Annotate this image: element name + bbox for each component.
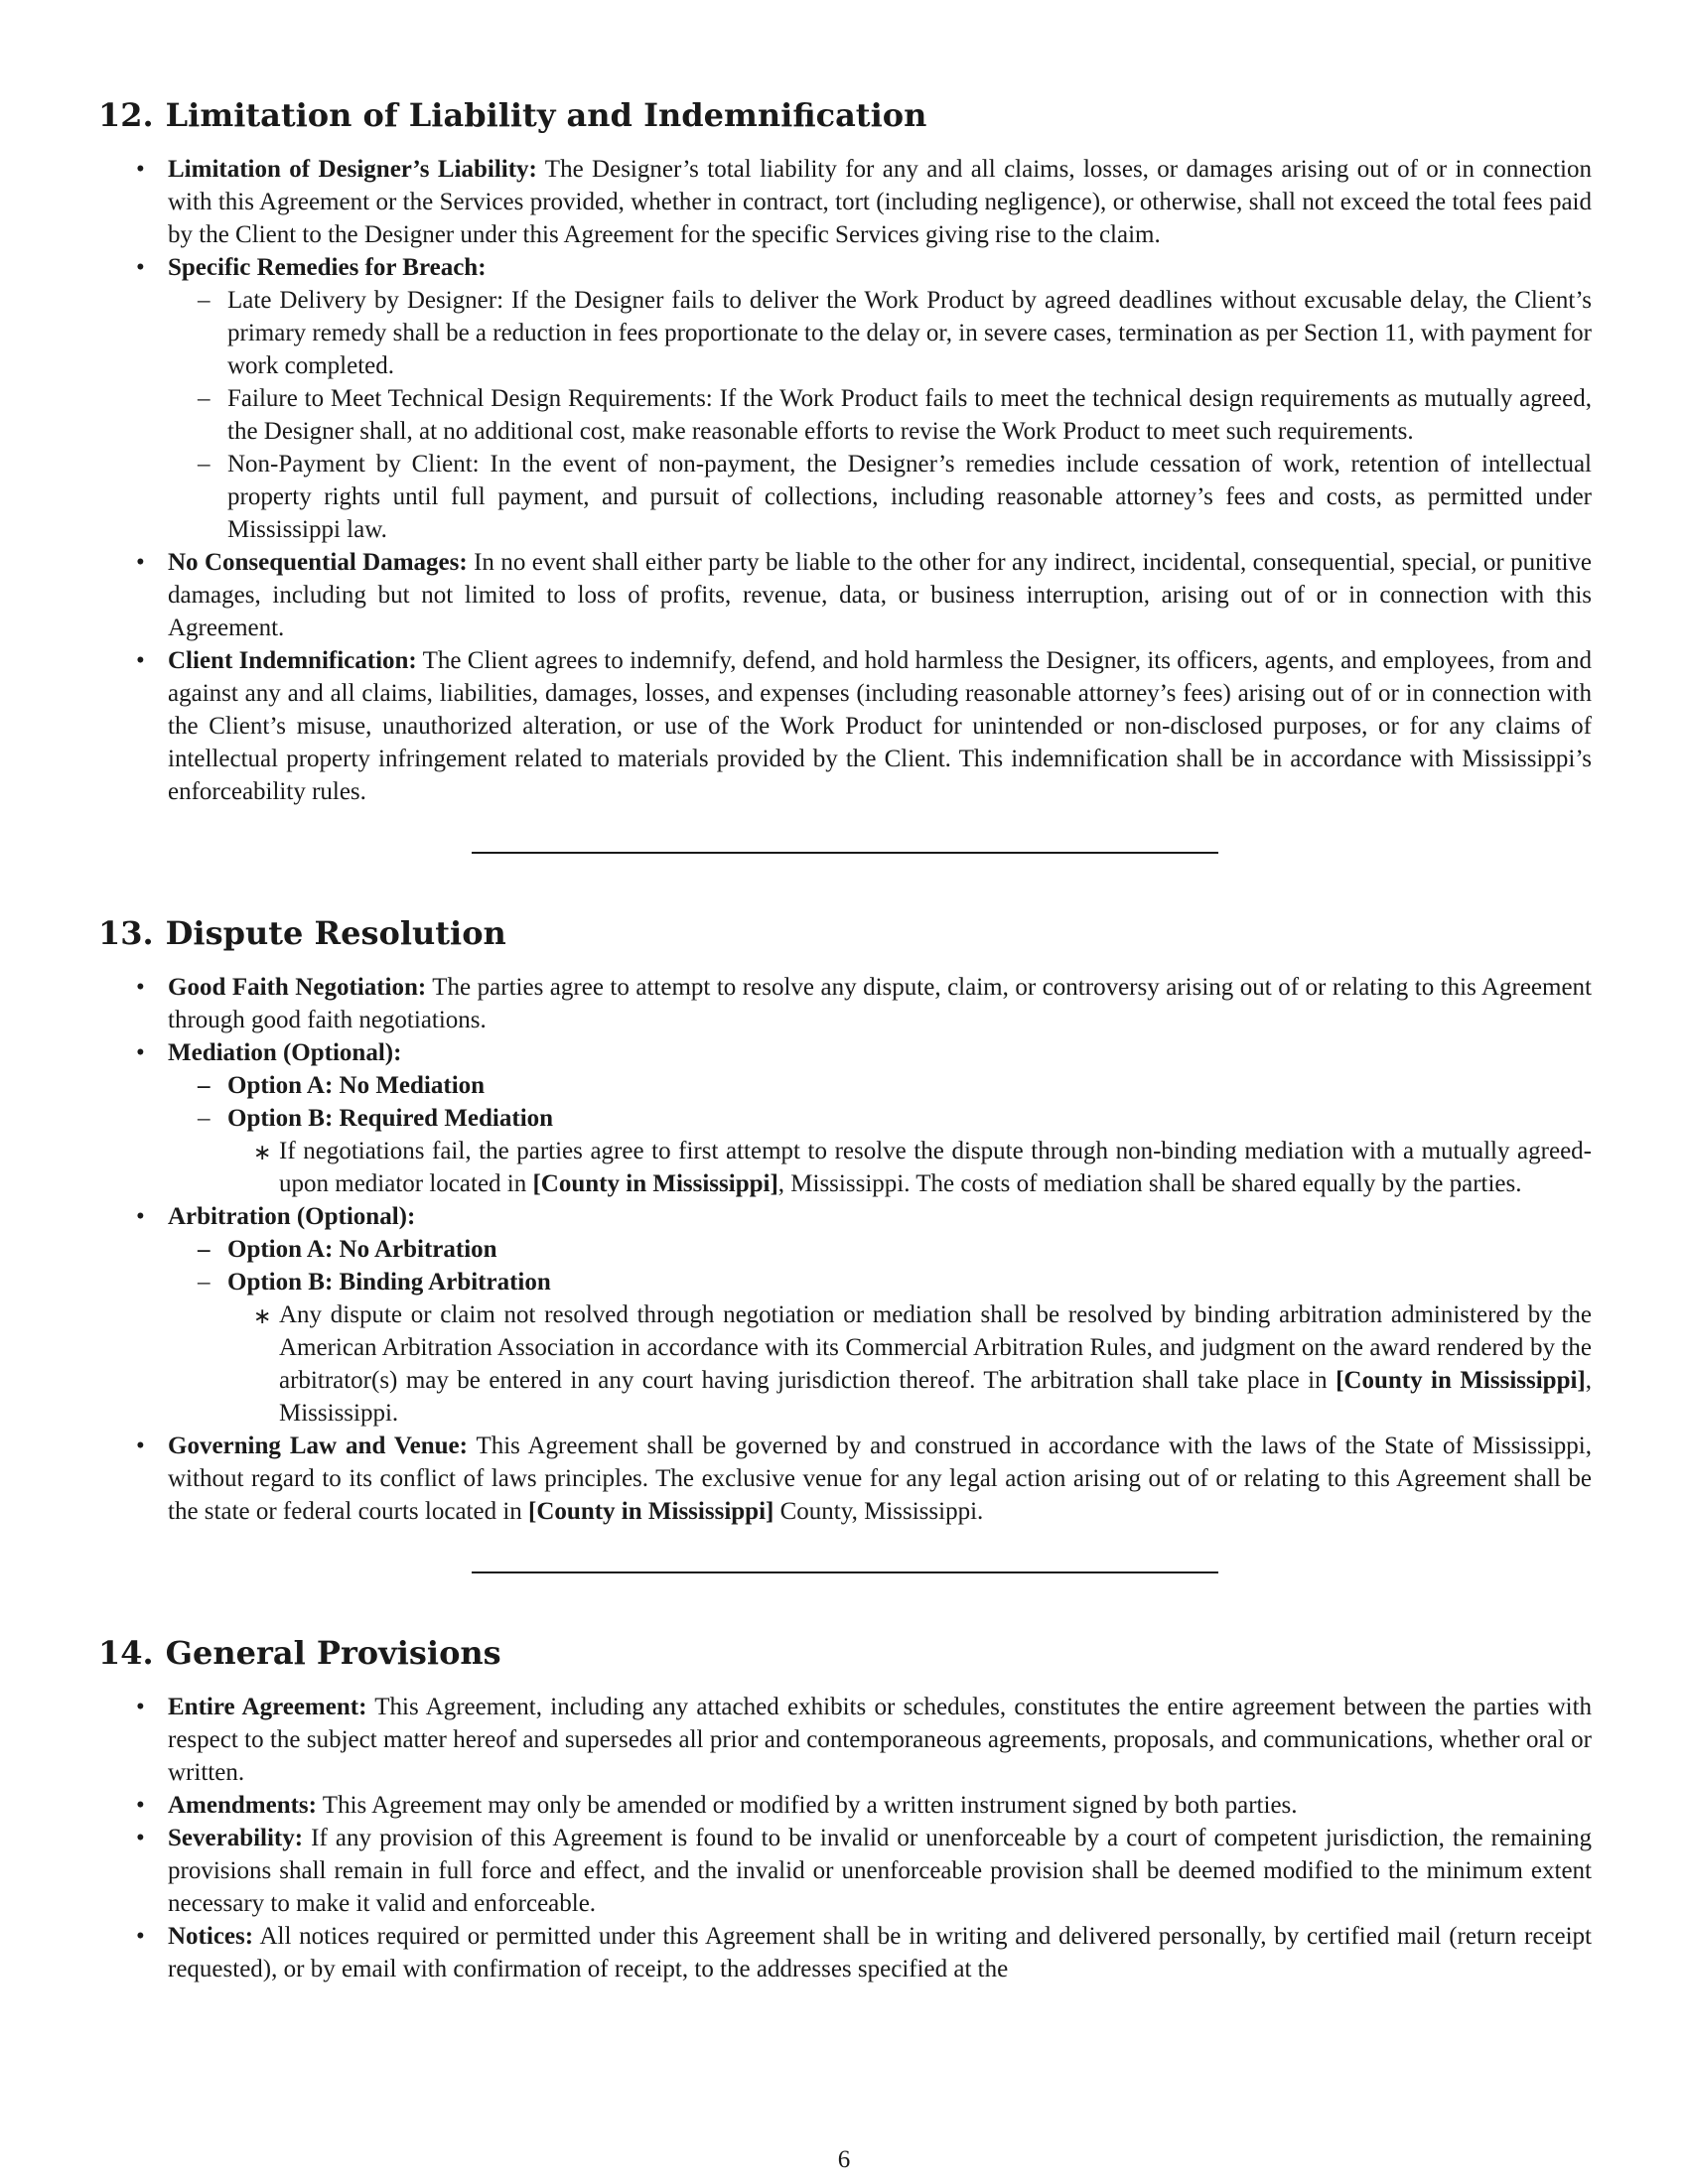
item-label: No Consequential Damages:: [168, 549, 468, 576]
detail-text: If negotiations fail, the parties agree to first attempt to resolve the dispute through non-binding mediation with a mutually agreed-upon mediator located in: [279, 1138, 1592, 1197]
list-item: [98, 1822, 1592, 1920]
item-text: All notices required or permitted under this Agreement shall be in writing and delivered personally, by certified mail (return receipt requested), or by email with confirmation of receipt, to the addresses specified at the: [168, 1923, 1592, 1982]
section-title: Dispute Resolution: [165, 914, 506, 952]
item-text: The Designer’s total liability for any and all claims, losses, or damages arising out of or in connection with this Agreement or the Services provided, whether in contract, tort (including negligence), or otherwise, shall not exceed the total fees paid by the Client to the Designer under this Agreement for the specific Services giving rise to the claim.: [168, 156, 1593, 248]
item-text: The parties agree to attempt to resolve any dispute, claim, or controversy arising out of or relating to this Agreement through good faith negotiations.: [168, 974, 1593, 1033]
section-title: Limitation of Liability and Indemnification: [165, 96, 927, 134]
list-item: [98, 971, 1592, 1036]
sub-list-item: – Non-Payment by Client: In the event of non-payment, the Designer’s remedies include cessation of work, retention of intellectual property rights until full payment, and pursuit of collections, including reasonable attorney’s fees and costs, as permitted under Mississippi law.: [168, 448, 1592, 546]
sub-list: [168, 1233, 1592, 1430]
item-label: Entire Agreement:: [168, 1694, 367, 1720]
option-item: – Option A: No Arbitration: [168, 1233, 1592, 1266]
item-label: Amendments:: [168, 1792, 317, 1819]
option-item: – Option A: No Mediation: [168, 1069, 1592, 1102]
section-14-heading: [98, 1629, 1592, 1677]
detail-text: , Mississippi.: [279, 1367, 1592, 1427]
detail-item: [227, 1298, 1592, 1430]
option-item: [168, 1102, 1592, 1200]
list-item: [98, 153, 1592, 251]
sub-list-item: – Late Delivery by Designer: If the Designer fails to deliver the Work Product by agreed deadlines without excusable delay, the Client’s primary remedy shall be a reduction in fees proportionate to the delay or, in severe cases, termination as per Section 11, with payment for work completed.: [168, 284, 1592, 382]
detail-text: Any dispute or claim not resolved through negotiation or mediation shall be resolved by binding arbitration administered by the American Arbitration Association in accordance with its Commercial Arbitration Rules, and judgment on the award rendered by the arbitrator(s) may be entered in any court having jurisdiction thereof. The arbitration shall take place in: [279, 1301, 1592, 1394]
item-label: Client Indemnification:: [168, 647, 417, 674]
item-text: This Agreement shall be governed by and construed in accordance with the laws of the State of Mississippi, without regard to its conflict of laws principles. The exclusive venue for any legal action arising out of or relating to this Agreement shall be the state or federal courts located in: [168, 1433, 1592, 1525]
section-title: General Provisions: [165, 1634, 501, 1672]
page-number: 6: [837, 2146, 851, 2173]
county-placeholder: [County in Mississippi]: [1336, 1367, 1586, 1394]
sub-list-item: – Failure to Meet Technical Design Requirements: If the Work Product fails to meet the technical design requirements as mutually agreed, the Designer shall, at no additional cost, make reasonable efforts to revise the Work Product to meet such requirements.: [168, 382, 1592, 448]
section-13-list: [98, 971, 1592, 1528]
list-item: [98, 1691, 1592, 1789]
list-item: [98, 1430, 1592, 1528]
list-item: [98, 546, 1592, 644]
page-content: [98, 91, 1592, 1985]
section-number: 12.: [98, 96, 154, 134]
item-label: Mediation (Optional):: [168, 1039, 402, 1066]
sub-sub-list: [227, 1298, 1592, 1430]
item-text: This Agreement, including any attached exhibits or schedules, constitutes the entire agreement between the parties with respect to the subject matter hereof and supersedes all prior and contemporaneous agreements, proposals, and communications, whether oral or written.: [168, 1694, 1593, 1786]
option-label: Option B: Required Mediation: [227, 1105, 554, 1132]
item-text: This Agreement may only be amended or modified by a written instrument signed by both parties.: [317, 1792, 1298, 1819]
section-12-list: [98, 153, 1592, 808]
section-14-list: [98, 1691, 1592, 1985]
sub-list: [168, 284, 1592, 546]
option-label: Option B: Binding Arbitration: [227, 1269, 551, 1296]
section-12-heading: [98, 91, 1592, 139]
county-placeholder: [County in Mississippi]: [532, 1170, 778, 1197]
item-label: Limitation of Designer’s Liability:: [168, 156, 537, 183]
list-item: [98, 251, 1592, 546]
item-text: In no event shall either party be liable to the other for any indirect, incidental, consequential, special, or punitive damages, including but not limited to loss of profits, revenue, data, or business interruption, arising out of or in connection with this Agreement.: [168, 549, 1592, 641]
section-number: 14.: [98, 1634, 154, 1672]
item-text: If any provision of this Agreement is found to be invalid or unenforceable by a court of competent jurisdiction, the remaining provisions shall remain in full force and effect, and the invalid or unenforceable provision shall be deemed modified to the minimum extent necessary to make it valid and enforceable.: [168, 1825, 1592, 1917]
detail-text: , Mississippi. The costs of mediation shall be shared equally by the parties.: [777, 1170, 1522, 1197]
sub-sub-list: [227, 1135, 1592, 1200]
item-label: Severability:: [168, 1825, 304, 1851]
list-item: [98, 644, 1592, 808]
list-item: [98, 1036, 1592, 1200]
section-13-heading: [98, 909, 1592, 957]
list-item: [98, 1789, 1592, 1822]
item-text: The Client agrees to indemnify, defend, and hold harmless the Designer, its officers, agents, and employees, from and against any and all claims, liabilities, damages, losses, and expenses (including reasonable attorney’s fees) arising out of or in connection with the Client’s misuse, unauthorized alteration, or use of the Work Product for unintended or non-disclosed purposes, or for any claims of intellectual property infringement related to materials provided by the Client. This indemnification shall be in accordance with Mississippi’s enforceability rules.: [168, 647, 1592, 805]
item-label: Arbitration (Optional):: [168, 1203, 416, 1230]
sub-list: [168, 1069, 1592, 1200]
item-label: Governing Law and Venue:: [168, 1433, 468, 1459]
list-item: [98, 1200, 1592, 1430]
list-item: [98, 1920, 1592, 1985]
item-label: Notices:: [168, 1923, 254, 1950]
item-text: County, Mississippi.: [774, 1498, 984, 1525]
option-item: [168, 1266, 1592, 1430]
county-placeholder: [County in Mississippi]: [528, 1498, 774, 1525]
item-label: Good Faith Negotiation:: [168, 974, 427, 1001]
item-label: Specific Remedies for Breach:: [168, 254, 487, 281]
detail-item: [227, 1135, 1592, 1200]
section-number: 13.: [98, 914, 154, 952]
